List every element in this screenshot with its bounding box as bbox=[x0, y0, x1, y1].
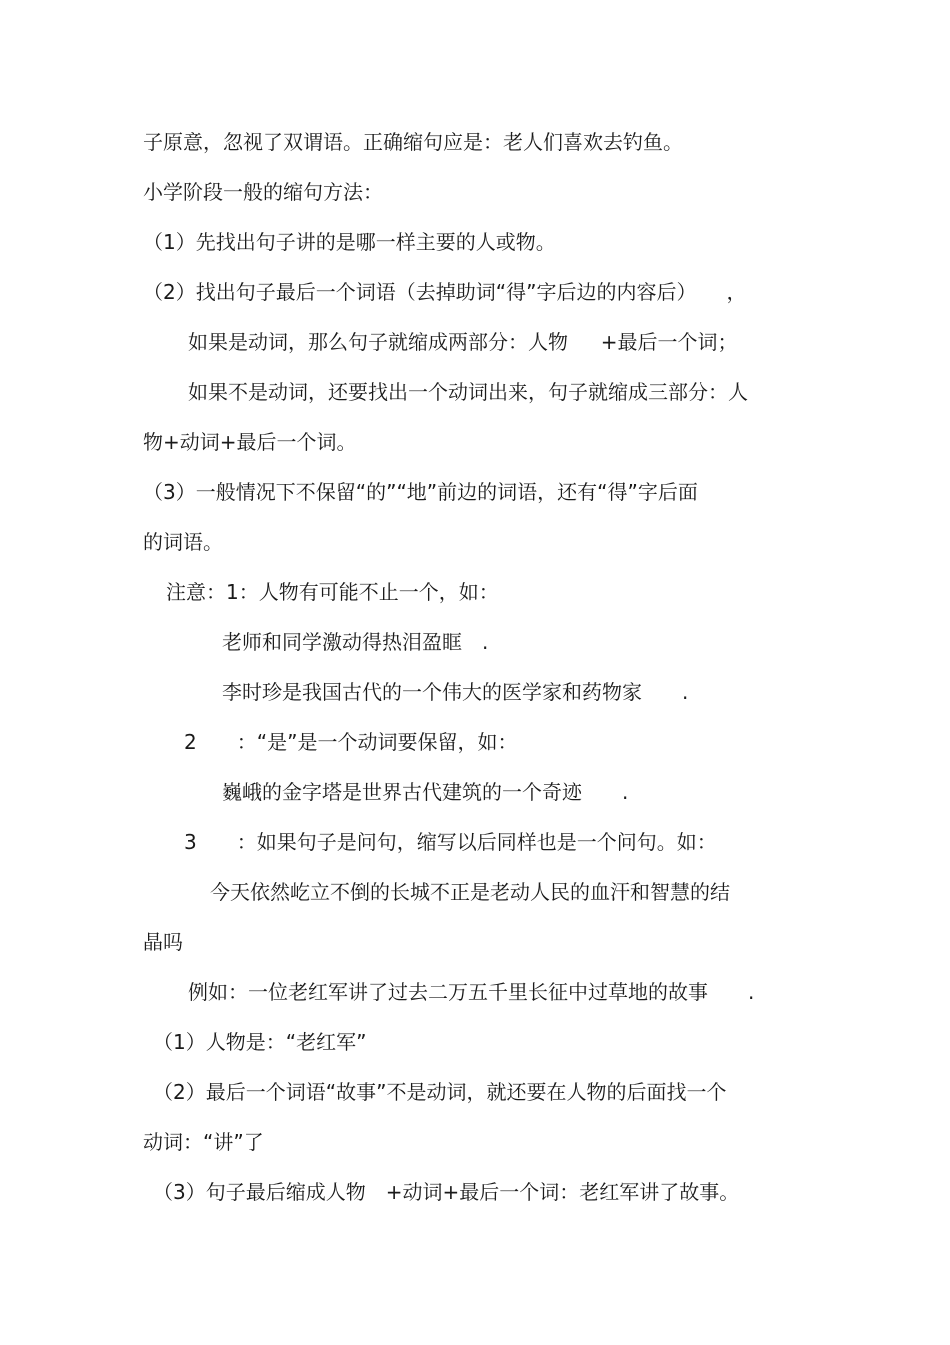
text-line: 动词：“讲”了 bbox=[143, 1130, 264, 1154]
text-line: 2 ：“是”是一个动词要保留，如： bbox=[184, 730, 518, 754]
text-line: 如果是动词，那么句子就缩成两部分：人物 +最后一个词； bbox=[188, 330, 738, 354]
text-line: （1）人物是：“老红军” bbox=[153, 1030, 367, 1054]
text-line: （2）找出句子最后一个词语（去掉助词“得”字后边的内容后） ， bbox=[143, 280, 747, 304]
text-line: 3 ：如果句子是问句，缩写以后同样也是一个问句。如： bbox=[184, 830, 717, 854]
text-line: 如果不是动词，还要找出一个动词出来，句子就缩成三部分：人 bbox=[188, 380, 748, 404]
text-line: （2）最后一个词语“故事”不是动词，就还要在人物的后面找一个 bbox=[153, 1080, 727, 1104]
text-line: （3）句子最后缩成人物 +动词+最后一个词：老红军讲了故事。 bbox=[153, 1180, 740, 1204]
text-line: 子原意，忽视了双谓语。正确缩句应是：老人们喜欢去钓鱼。 bbox=[143, 130, 683, 154]
text-line: 老师和同学激动得热泪盈眶 . bbox=[222, 630, 489, 654]
text-line: 李时珍是我国古代的一个伟大的医学家和药物家 . bbox=[222, 680, 689, 704]
text-line: 的词语。 bbox=[143, 530, 223, 554]
text-line: （3）一般情况下不保留“的”“地”前边的词语，还有“得”字后面 bbox=[143, 480, 698, 504]
text-line: 例如：一位老红军讲了过去二万五千里长征中过草地的故事 . bbox=[188, 980, 755, 1004]
text-line: 小学阶段一般的缩句方法： bbox=[143, 180, 383, 204]
text-line: （1）先找出句子讲的是哪一样主要的人或物。 bbox=[143, 230, 556, 254]
text-line: 晶吗 bbox=[143, 930, 183, 954]
text-line: 巍峨的金字塔是世界古代建筑的一个奇迹 . bbox=[222, 780, 629, 804]
text-line: 物+动词+最后一个词。 bbox=[143, 430, 357, 454]
text-line: 今天依然屹立不倒的长城不正是老动人民的血汗和智慧的结 bbox=[210, 880, 730, 904]
text-line: 注意：1：人物有可能不止一个，如： bbox=[166, 580, 499, 604]
